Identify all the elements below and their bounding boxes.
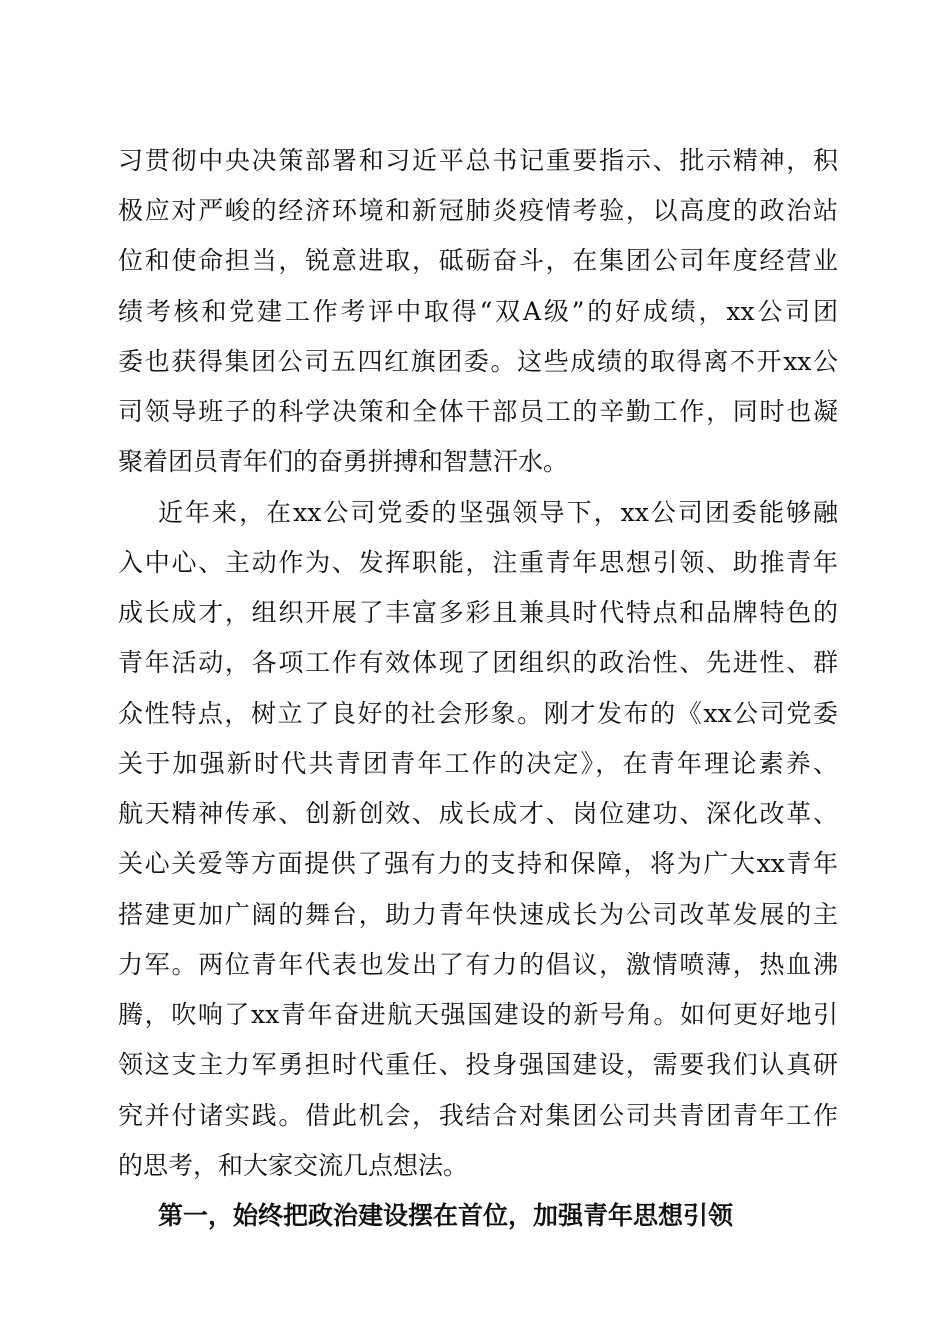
paragraph-1-line-1: 习贯彻中央决策部署和习近平总书记重要指示、批示精神，积 (118, 146, 838, 175)
paragraph-2-line-7: 航天精神传承、创新创效、成长成才、岗位建功、深化改革、 (118, 799, 838, 828)
paragraph-1-line-4: 绩考核和党建工作考评中取得“双A级”的好成绩，xx公司团 (118, 297, 838, 326)
paragraph-2-line-5: 众性特点，树立了良好的社会形象。刚才发布的《xx公司党委 (118, 699, 838, 728)
section-heading: 第一，始终把政治建设摆在首位，加强青年思想引领 (158, 1201, 734, 1230)
paragraph-1-line-7: 聚着团员青年们的奋勇拼搏和智慧汗水。 (118, 447, 569, 476)
paragraph-2-line-2: 入中心、主动作为、发挥职能，注重青年思想引领、助推青年 (118, 548, 838, 577)
paragraph-2-line-12: 领这支主力军勇担时代重任、投身强国建设，需要我们认真研 (118, 1050, 838, 1079)
paragraph-2-line-8: 关心关爱等方面提供了强有力的支持和保障，将为广大xx青年 (118, 849, 838, 878)
paragraph-1-line-2: 极应对严峻的经济环境和新冠肺炎疫情考验，以高度的政治站 (118, 196, 838, 225)
paragraph-2-line-3: 成长成才，组织开展了丰富多彩且兼具时代特点和品牌特色的 (118, 598, 838, 627)
paragraph-1-line-3: 位和使命担当，锐意进取，砥砺奋斗，在集团公司年度经营业 (118, 246, 838, 275)
paragraph-2-line-1: 近年来，在xx公司党委的坚强领导下，xx公司团委能够融 (158, 498, 838, 527)
paragraph-2-line-6: 关于加强新时代共青团青年工作的决定》，在青年理论素养、 (118, 749, 838, 778)
paragraph-1-line-5: 委也获得集团公司五四红旗团委。这些成绩的取得离不开xx公 (118, 347, 838, 376)
paragraph-2-line-11: 腾，吹响了xx青年奋进航天强国建设的新号角。如何更好地引 (118, 1000, 838, 1029)
paragraph-2-line-13: 究并付诸实践。借此机会，我结合对集团公司共青团青年工作 (118, 1101, 838, 1130)
paragraph-1-line-6: 司领导班子的科学决策和全体干部员工的辛勤工作，同时也凝 (118, 397, 838, 426)
paragraph-2-line-10: 力军。两位青年代表也发出了有力的倡议，激情喷薄，热血沸 (118, 950, 838, 979)
paragraph-2-line-9: 搭建更加广阔的舞台，助力青年快速成长为公司改革发展的主 (118, 900, 838, 929)
paragraph-2-line-14: 的思考，和大家交流几点想法。 (118, 1151, 469, 1180)
paragraph-2-line-4: 青年活动，各项工作有效体现了团组织的政治性、先进性、群 (118, 648, 838, 677)
